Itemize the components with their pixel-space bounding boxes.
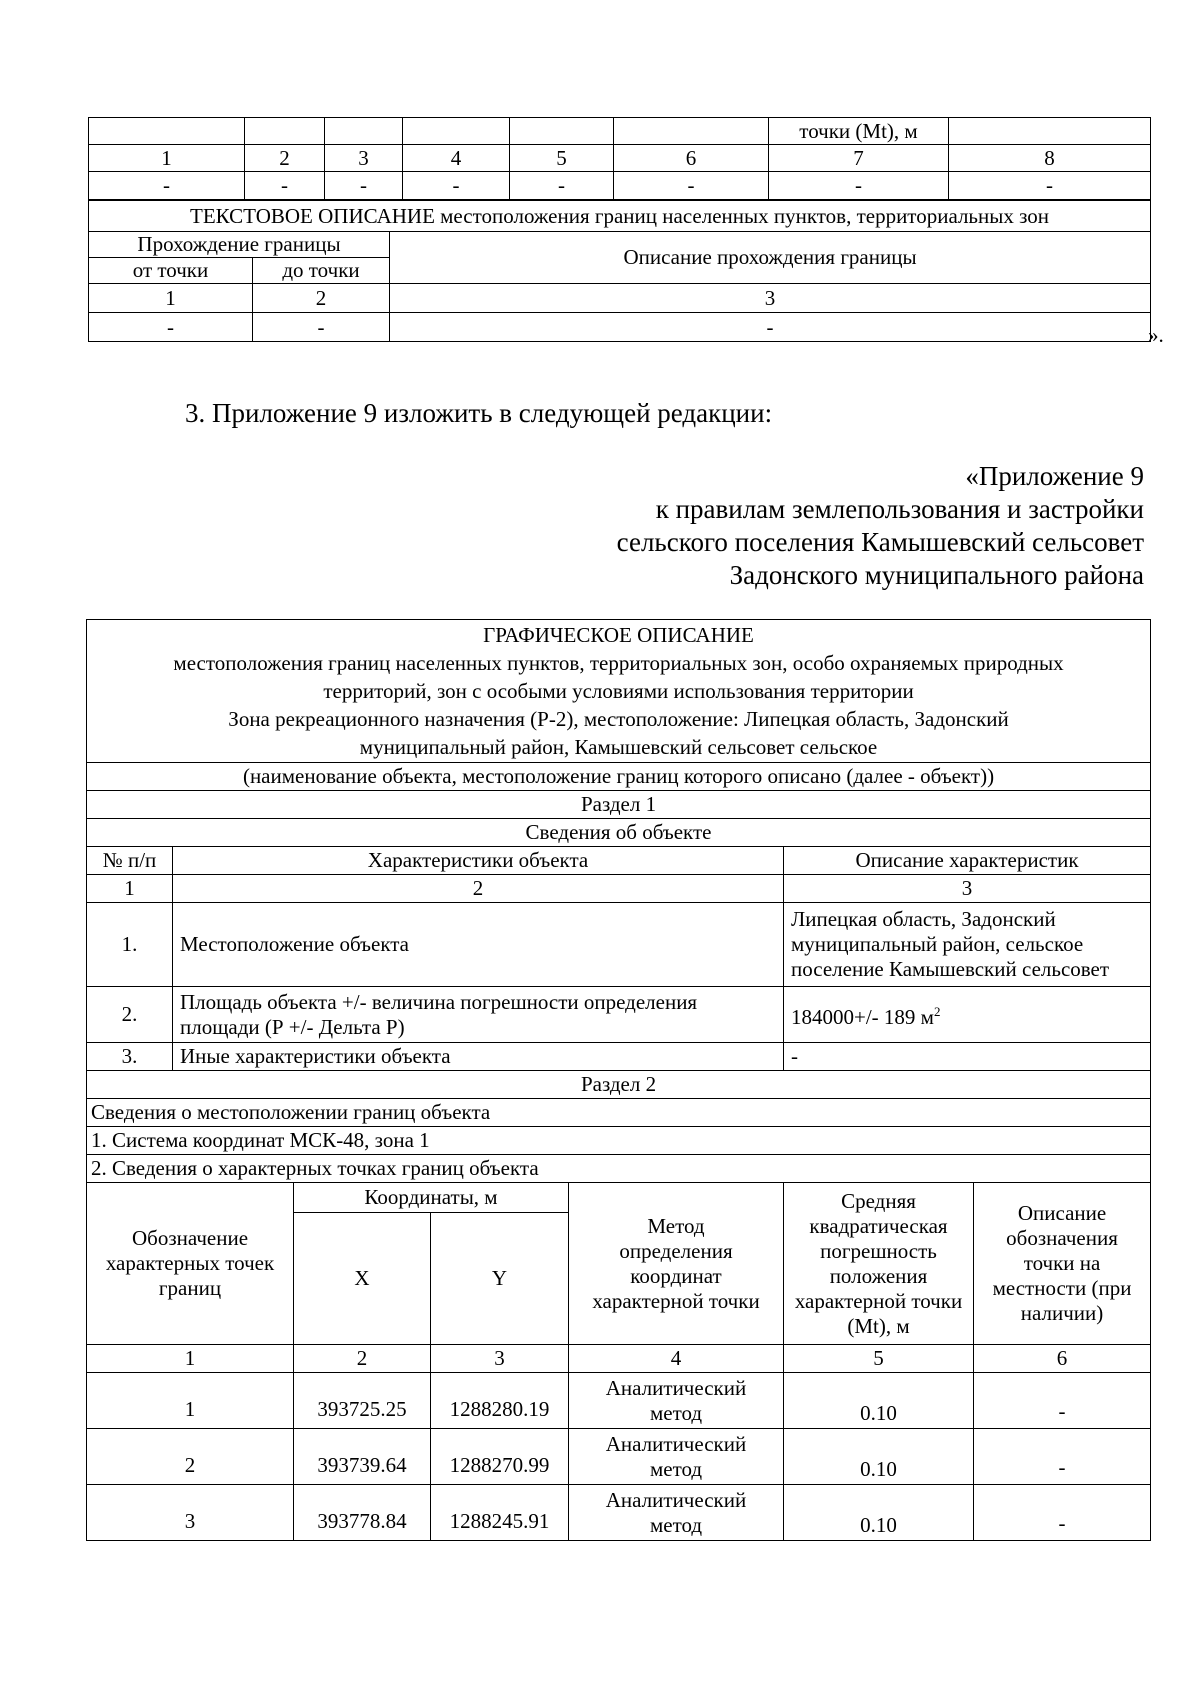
dash-cell: -: [510, 172, 614, 200]
col-number: 1: [89, 284, 253, 313]
col-number: 7: [769, 145, 949, 172]
point-y: 1288270.99: [431, 1429, 569, 1485]
col-number: 1: [87, 875, 173, 903]
graphic-description-table: [86, 619, 1151, 1541]
point-id: 1: [87, 1373, 294, 1429]
col-number: 2: [253, 284, 390, 313]
header-number: № п/п: [87, 847, 173, 875]
col-number: 3: [784, 875, 1151, 903]
row-number: 3.: [87, 1043, 173, 1071]
to-point-header: до точки: [253, 258, 390, 284]
header-point-designation: Обозначение характерных точек границ: [87, 1183, 294, 1345]
coordinate-system: 1. Система координат МСК-48, зона 1: [87, 1127, 1151, 1155]
header-note: Описание обозначения точки на местности (при наличии): [974, 1183, 1151, 1345]
header-cell: точки (Mt), м: [769, 118, 949, 145]
table-row: [87, 1485, 1151, 1541]
row-number: 1.: [87, 903, 173, 987]
point-method: Аналитический метод: [569, 1429, 784, 1485]
point-x: 393739.64: [294, 1429, 431, 1485]
characteristic-value: [784, 987, 1151, 1043]
section-1-title: Сведения об объекте: [87, 819, 1151, 847]
dash-cell: -: [769, 172, 949, 200]
col-number: 3: [325, 145, 403, 172]
col-number: 1: [87, 1345, 294, 1373]
section-2-title: Сведения о местоположении границ объекта: [87, 1099, 1151, 1127]
dash-cell: -: [614, 172, 769, 200]
dash-cell: -: [245, 172, 325, 200]
title-description: муниципальный район, Камышевский сельсовет сельское: [359, 735, 878, 759]
point-error: 0.10: [784, 1485, 974, 1541]
col-number: 2: [173, 875, 784, 903]
from-point-header: от точки: [89, 258, 253, 284]
col-number: 5: [510, 145, 614, 172]
top-points-table: [88, 117, 1151, 200]
dash-cell: -: [390, 313, 1151, 342]
title-block: [87, 620, 1151, 763]
col-number: 4: [403, 145, 510, 172]
point-note: -: [974, 1429, 1151, 1485]
title-description: территорий, зон с особыми условиями использования территории: [323, 679, 914, 703]
point-y: 1288245.91: [431, 1485, 569, 1541]
section-2-heading: Раздел 2: [87, 1071, 1151, 1099]
col-number: 6: [974, 1345, 1151, 1373]
point-error: 0.10: [784, 1373, 974, 1429]
text-description-table: [88, 200, 1151, 342]
point-note: -: [974, 1373, 1151, 1429]
characteristic-value: Липецкая область, Задонский муниципальный район, сельское поселение Камышевский сельсовет: [784, 903, 1151, 987]
text-description-title: ТЕКСТОВОЕ ОПИСАНИЕ местоположения границ населенных пунктов, территориальных зон: [89, 201, 1151, 232]
col-number: 6: [614, 145, 769, 172]
col-number: 4: [569, 1345, 784, 1373]
points-info-heading: 2. Сведения о характерных точках границ объекта: [87, 1155, 1151, 1183]
document-title: ГРАФИЧЕСКОЕ ОПИСАНИЕ: [483, 623, 754, 647]
passage-description-header: Описание прохождения границы: [390, 232, 1151, 284]
header-error: Средняя квадратическая погрешность положения характерной точки (Mt), м: [784, 1183, 974, 1345]
object-name-note: (наименование объекта, местоположение границ которого описано (далее - объект)): [87, 763, 1151, 791]
col-number: 3: [390, 284, 1151, 313]
closing-quote: ».: [1148, 323, 1164, 347]
point-y: 1288280.19: [431, 1373, 569, 1429]
amendment-paragraph: 3. Приложение 9 изложить в следующей редакции:: [185, 398, 773, 428]
dash-cell: -: [253, 313, 390, 342]
point-method: Аналитический метод: [569, 1373, 784, 1429]
point-x: 393725.25: [294, 1373, 431, 1429]
characteristic-value: -: [784, 1043, 1151, 1071]
appendix-line: Задонского муниципального района: [729, 560, 1144, 590]
dash-cell: -: [949, 172, 1151, 200]
col-number: 2: [294, 1345, 431, 1373]
header-method: Метод определения координат характерной точки: [569, 1183, 784, 1345]
appendix-line: к правилам землепользования и застройки: [655, 494, 1144, 524]
point-method: Аналитический метод: [569, 1485, 784, 1541]
point-error: 0.10: [784, 1429, 974, 1485]
section-1-heading: Раздел 1: [87, 791, 1151, 819]
table-row: [87, 1429, 1151, 1485]
header-characteristics: Характеристики объекта: [173, 847, 784, 875]
area-unit-superscript: 2: [933, 1004, 941, 1019]
header-y: Y: [431, 1213, 569, 1345]
point-x: 393778.84: [294, 1485, 431, 1541]
point-id: 3: [87, 1485, 294, 1541]
title-description: Зона рекреационного назначения (Р-2), местоположение: Липецкая область, Задонский: [228, 707, 1009, 731]
row-number: 2.: [87, 987, 173, 1043]
characteristic-label: Местоположение объекта: [173, 903, 784, 987]
table-row: [87, 1373, 1151, 1429]
appendix-line: «Приложение 9: [965, 461, 1144, 491]
col-number: 2: [245, 145, 325, 172]
appendix-line: сельского поселения Камышевский сельсовет: [616, 527, 1144, 557]
dash-cell: -: [89, 172, 245, 200]
title-description: местоположения границ населенных пунктов, территориальных зон, особо охраняемых природных: [173, 651, 1064, 675]
header-x: X: [294, 1213, 431, 1345]
dash-cell: -: [89, 313, 253, 342]
header-coordinates: Координаты, м: [294, 1183, 569, 1213]
characteristic-label: Иные характеристики объекта: [173, 1043, 784, 1071]
point-id: 2: [87, 1429, 294, 1485]
col-number: 5: [784, 1345, 974, 1373]
dash-cell: -: [403, 172, 510, 200]
dash-cell: -: [325, 172, 403, 200]
characteristic-label: Площадь объекта +/- величина погрешности определения площади (Р +/- Дельта Р): [173, 987, 784, 1043]
area-value: 184000+/- 189 м: [791, 1005, 934, 1029]
point-note: -: [974, 1485, 1151, 1541]
header-description: Описание характеристик: [784, 847, 1151, 875]
col-number: 8: [949, 145, 1151, 172]
appendix-heading: [617, 460, 1144, 592]
col-number: 3: [431, 1345, 569, 1373]
passage-header: Прохождение границы: [89, 232, 390, 258]
col-number: 1: [89, 145, 245, 172]
